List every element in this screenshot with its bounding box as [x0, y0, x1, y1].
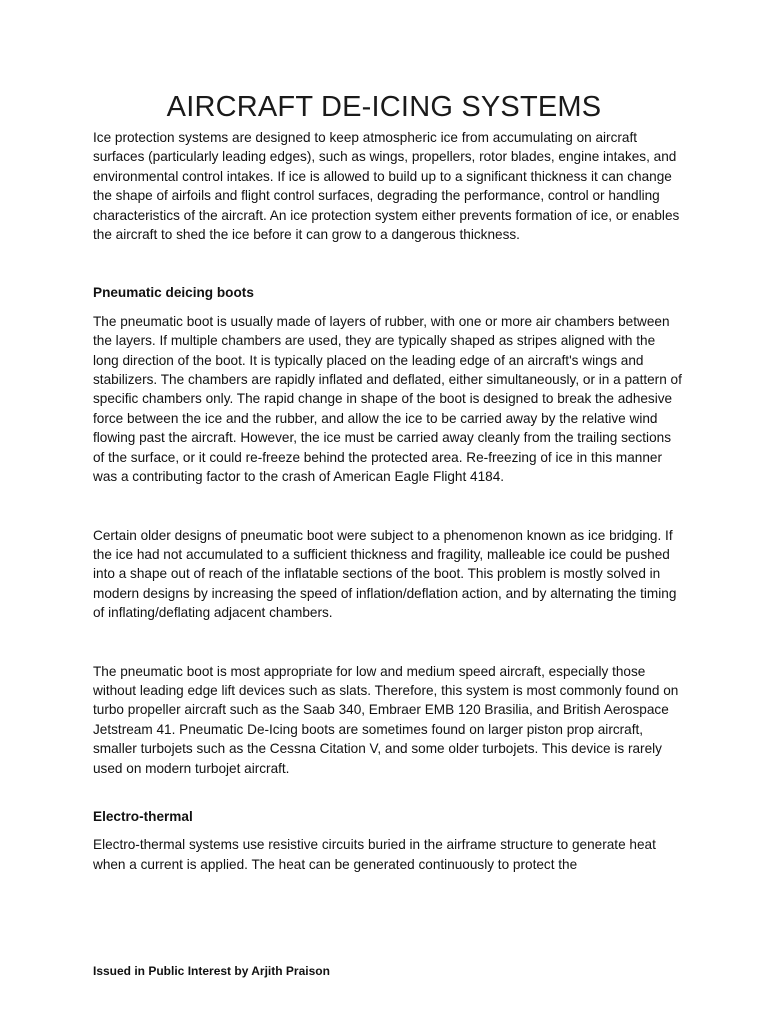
- section-heading-pneumatic: Pneumatic deicing boots: [93, 285, 254, 301]
- body-paragraph: Electro-thermal systems use resistive circuits buried in the airframe structure to generate heat when a current is applied. The heat can be generated continuously to protect the: [93, 837, 656, 872]
- body-paragraph: The pneumatic boot is usually made of layers of rubber, with one or more air chambers between the layers. If multiple chambers are used, they are typically shaped as stripes aligned with the long direction of the boot. It is typically placed on the leading edge of an aircraft's wings and stabilizers. The chambers are rapidly inflated and deflated, either simultaneously, or in a pattern of specific chambers only. The rapid change in shape of the boot is designed to break the adhesive force between the ice and the rubber, and allow the ice to be carried away by the relative wind flowing past the aircraft. However, the ice must be carried away cleanly from the trailing sections of the surface, or it could re-freeze behind the protected area. Re-freezing of ice in this manner was a contributing factor to the crash of American Eagle Flight 4184.: [93, 313, 682, 485]
- spacer: [93, 303, 683, 312]
- section-heading-electro-thermal: Electro-thermal: [93, 808, 193, 824]
- document-body: [93, 128, 683, 874]
- spacer: [93, 778, 683, 807]
- body-paragraph: The pneumatic boot is most appropriate for low and medium speed aircraft, especially those without leading edge lift devices such as slats. Therefore, this system is most commonly found on turbo propeller aircraft such as the Saab 340, Embraer EMB 120 Brasilia, and British Aerospace Jetstream 41. Pneumatic De-Icing boots are sometimes found on larger piston prop aircraft, smaller turbojets such as the Cessna Citation V, and some older turbojets. This device is rarely used on modern turbojet aircraft.: [93, 663, 679, 776]
- spacer: [93, 487, 683, 526]
- spacer: [93, 244, 683, 283]
- footer-note: Issued in Public Interest by Arjith Praison: [93, 964, 330, 978]
- spacer: [93, 623, 683, 662]
- page-title: AIRCRAFT DE-ICING SYSTEMS: [166, 91, 602, 123]
- intro-paragraph: Ice protection systems are designed to keep atmospheric ice from accumulating on aircraft surfaces (particularly leading edges), such as wings, propellers, rotor blades, engine intakes, and environmental control intakes. If ice is allowed to build up to a significant thickness it can change the shape of airfoils and flight control surfaces, degrading the performance, control or handling characteristics of the aircraft. An ice protection system either prevents formation of ice, or enables the aircraft to shed the ice before it can grow to a dangerous thickness.: [93, 130, 680, 243]
- spacer: [93, 826, 683, 835]
- body-paragraph: Certain older designs of pneumatic boot were subject to a phenomenon known as ice bridging. If the ice had not accumulated to a sufficient thickness and fragility, malleable ice could be pushed into a shape out of reach of the inflatable sections of the boot. This problem is mostly solved in modern designs by increasing the speed of inflation/deflation action, and by alternating the timing of inflating/deflating adjacent chambers.: [93, 527, 677, 621]
